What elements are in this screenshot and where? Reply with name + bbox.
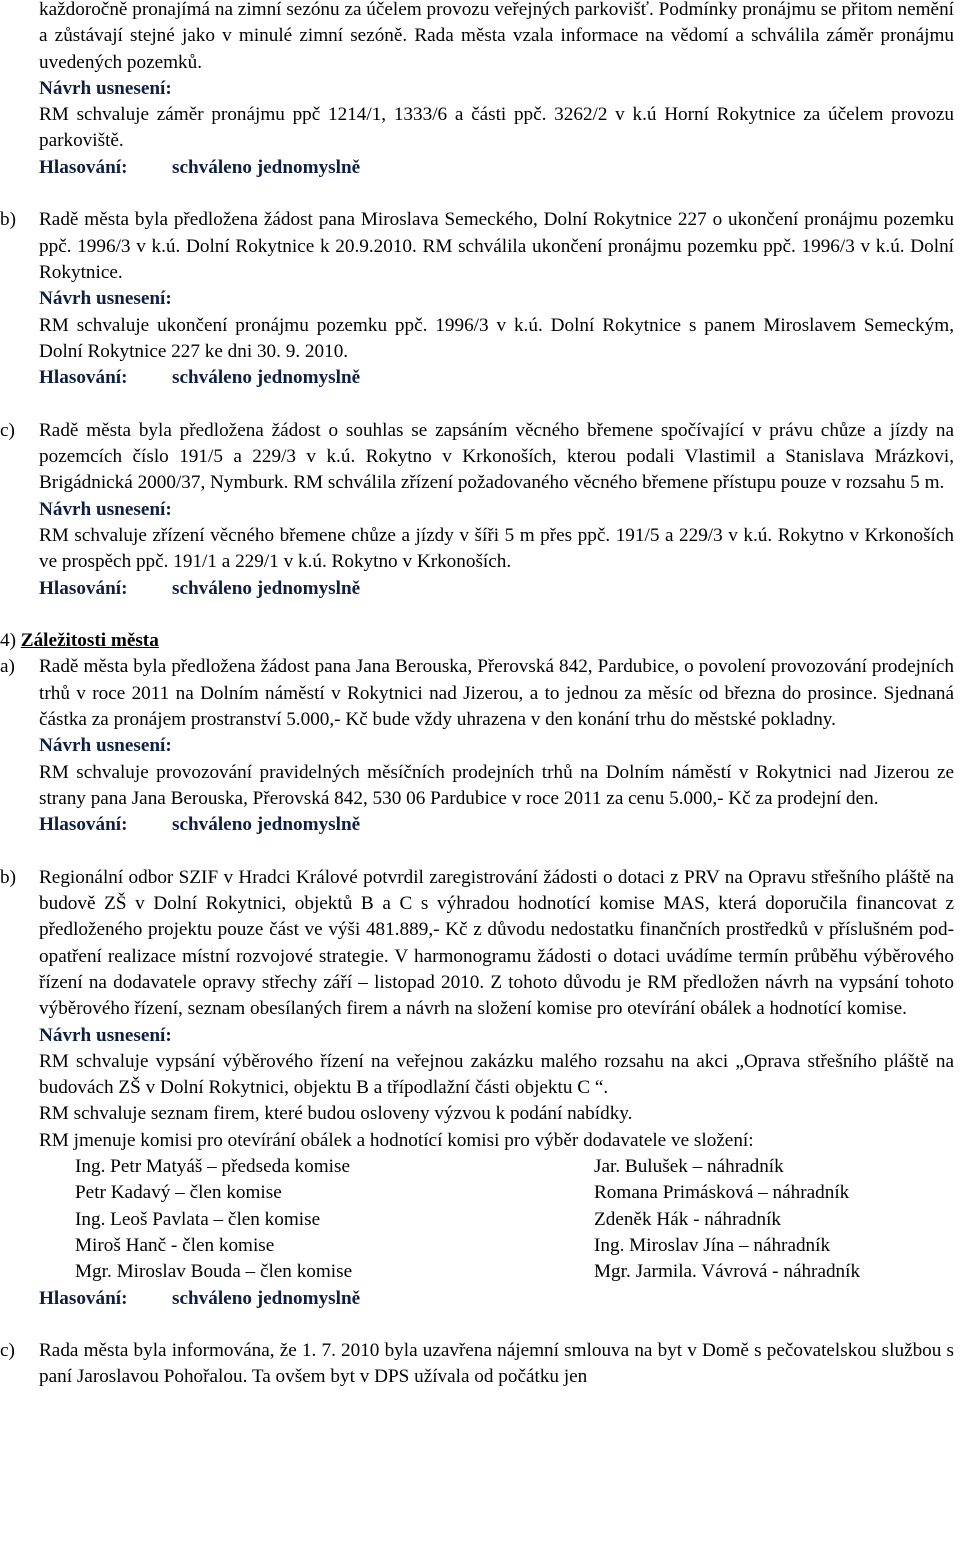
committee-member: Ing. Leoš Pavlata – člen komise	[75, 1208, 321, 1230]
vote-value: schváleno jednomyslně	[172, 814, 361, 836]
committee-substitute: Mgr. Jarmila. Vávrová - náhradník	[594, 1261, 861, 1283]
proposal-label: Návrh usnesení:	[39, 288, 172, 310]
item-label: c)	[0, 419, 15, 441]
committee-row	[75, 1233, 960, 1259]
committee-row	[75, 1259, 960, 1285]
vote-key: Hlasování:	[39, 1287, 128, 1309]
committee-substitute: Romana Primásková – náhradník	[594, 1182, 850, 1204]
vote-line	[39, 365, 954, 391]
vote-key: Hlasování:	[39, 577, 128, 599]
committee-row	[75, 1207, 960, 1233]
section-heading	[0, 628, 960, 654]
vote-line	[39, 155, 954, 181]
committee-substitute: Ing. Miroslav Jína – náhradník	[594, 1234, 831, 1256]
vote-value: schváleno jednomyslně	[172, 1287, 361, 1309]
item-text: Rada města byla informována, že 1. 7. 2010 byla uzavřena nájemní smlouva na byt v Domě s pečovatelskou službou s paní Jaroslavou Pohořalou. Ta ovšem byt v DPS užívala od počátku jen	[39, 1340, 954, 1388]
committee-member: Mgr. Miroslav Bouda – člen komise	[75, 1261, 353, 1283]
vote-value: schváleno jednomyslně	[172, 156, 361, 178]
section4-item-a	[0, 654, 960, 838]
intro-block	[0, 0, 960, 181]
item-text: Regionální odbor SZIF v Hradci Králové potvrdil zaregistrování žádosti o dotaci z PRV na Opravu střešního pláště na budově ZŠ v Dolní Rokytnici, objektů B a C s výhradou hodnotící komise MAS, která doporučila financovat z předloženého projektu pouze část ve výši 481.889,- Kč z důvodu nedostatku finančních prostředků v příslušném pod-opatření realizace místní rozvojové strategie. V harmonogramu žádosti o dotaci uvádíme termín průběhu výběrového řízení na dodavatele opravy střechy září – listopad 2010. Z tohoto důvodu je RM předložen návrh na vypsání tohoto výběrového řízení, seznam obesílaných firem a návrh na složení komise pro otevírání obálek a hodnotící komise.	[39, 866, 954, 1020]
vote-block	[0, 1286, 960, 1312]
proposal-text: RM schvaluje ukončení pronájmu pozemku ppč. 1996/3 v k.ú. Dolní Rokytnice s panem Miroslavem Semeckým, Dolní Rokytnice 227 ke dni 30. 9. 2010.	[39, 314, 954, 362]
committee-row	[75, 1154, 960, 1180]
committee-row	[75, 1180, 960, 1206]
committee-member: Petr Kadavý – člen komise	[75, 1182, 282, 1204]
item-label: b)	[0, 866, 16, 888]
section4-item-b	[0, 865, 960, 1154]
item-label: c)	[0, 1340, 15, 1362]
item-text: Radě města byla předložena žádost pana Miroslava Semeckého, Dolní Rokytnice 227 o ukončení pronájmu pozemku ppč. 1996/3 v k.ú. Dolní Rokytnice k 20.9.2010. RM schválila ukončení pronájmu pozemku ppč. 1996/3 v k.ú. Dolní Rokytnice.	[39, 209, 954, 283]
item-c	[0, 418, 960, 602]
item-text: Radě města byla předložena žádost o souhlas se zapsáním věcného břemene spočívající v právu chůze a jízdy na pozemcích číslo 191/5 a 229/3 v k.ú. Rokytno v Krkonoších, kterou podali Vlastimil a Stanislava Mrázkovi, Brigádnická 2000/37, Nymburk. RM schválila zřízení požadovaného věcného břemene přístupu pouze v rozsahu 5 m.	[39, 419, 954, 494]
proposal-label: Návrh usnesení:	[39, 498, 172, 520]
committee-substitute: Zdeněk Hák - náhradník	[594, 1208, 782, 1230]
vote-value: schváleno jednomyslně	[172, 577, 361, 599]
item-label: a)	[0, 656, 15, 678]
proposal-label: Návrh usnesení:	[39, 77, 172, 99]
committee-list	[0, 1154, 960, 1285]
vote-key: Hlasování:	[39, 156, 128, 178]
vote-key: Hlasování:	[39, 814, 128, 836]
proposal-label: Návrh usnesení:	[39, 1024, 172, 1046]
committee-member: Miroš Hanč - člen komise	[75, 1234, 275, 1256]
vote-line	[39, 812, 954, 838]
vote-line	[39, 1286, 954, 1312]
vote-value: schváleno jednomyslně	[172, 367, 361, 389]
committee-member: Ing. Petr Matyáš – předseda komise	[75, 1156, 350, 1178]
section4-item-c	[0, 1338, 960, 1391]
proposal-text: RM schvaluje záměr pronájmu ppč 1214/1, 1333/6 a části ppč. 3262/2 v k.ú Horní Rokytnice za účelem provozu parkoviště.	[39, 104, 954, 152]
item-b	[0, 207, 960, 391]
proposal-label: Návrh usnesení:	[39, 735, 172, 757]
proposal-text: RM schvaluje seznam firem, které budou osloveny výzvou k podání nabídky.	[39, 1103, 633, 1125]
proposal-text: RM schvaluje provozování pravidelných měsíčních prodejních trhů na Dolním náměstí v Rokytnici nad Jizerou ze strany pana Jana Berouska, Přerovská 842, 530 06 Pardubice v roce 2011 za cenu 5.000,- Kč za prodejní den.	[39, 761, 954, 809]
section-title: Záležitosti města	[20, 630, 159, 652]
section-number: 4)	[0, 630, 16, 652]
proposal-text: RM jmenuje komisi pro otevírání obálek a hodnotící komisi pro výběr dodavatele ve složení:	[39, 1129, 754, 1151]
vote-line	[39, 576, 954, 602]
intro-text: každoročně pronajímá na zimní sezónu za účelem provozu veřejných parkovišť. Podmínky pronájmu se přitom nemění a zůstávají stejné jako v minulé zimní sezóně. Rada města vzala informace na vědomí a schválila záměr pronájmu uvedených pozemků.	[39, 0, 954, 73]
proposal-text: RM schvaluje vypsání výběrového řízení na veřejnou zakázku malého rozsahu na akci „Oprava střešního pláště na budovách ZŠ v Dolní Rokytnici, objektu B a třípodlažní části objektu C “.	[39, 1050, 954, 1099]
item-text: Radě města byla předložena žádost pana Jana Berouska, Přerovská 842, Pardubice, o povolení provozování prodejních trhů v roce 2011 na Dolním náměstí v Rokytnici nad Jizerou, a to jednou za měsíc od března do prosince. Sjednaná částka za pronájem prostranství 5.000,- Kč bude vždy uhrazena v den konání trhu do městské pokladny.	[39, 656, 954, 731]
proposal-text: RM schvaluje zřízení věcného břemene chůze a jízdy v šíři 5 m přes ppč. 191/5 a 229/3 v k.ú. Rokytno v Krkonoších ve prospěch ppč. 191/1 a 229/1 v k.ú. Rokytno v Krkonoších.	[39, 524, 954, 573]
item-label: b)	[0, 209, 16, 231]
vote-key: Hlasování:	[39, 367, 128, 389]
committee-substitute: Jar. Bulušek – náhradník	[594, 1156, 784, 1178]
